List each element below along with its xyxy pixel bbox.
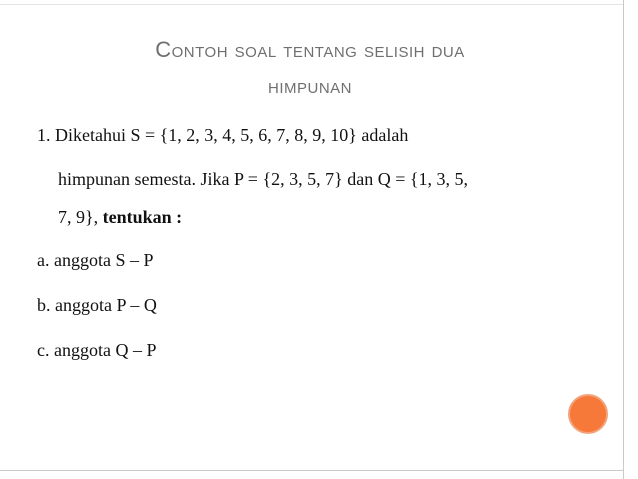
problem-line-3-prefix: 7, 9},	[58, 207, 99, 227]
problem-line-1: 1. Diketahui S = {1, 2, 3, 4, 5, 6, 7, 8, 9, 10} adalah	[37, 125, 409, 145]
question-item-b: b. anggota P – Q	[37, 295, 157, 315]
orange-circle-decoration	[568, 394, 608, 434]
right-border-line	[623, 0, 624, 479]
problem-line-3	[58, 206, 182, 228]
question-item-c: c. anggota Q – P	[37, 340, 157, 360]
bottom-border-line	[0, 470, 623, 471]
top-border-line	[0, 4, 623, 5]
slide-title-line-2: himpunan	[267, 73, 352, 98]
problem-line-2: himpunan semesta. Jika P = {2, 3, 5, 7} dan Q = {1, 3, 5,	[58, 169, 469, 189]
slide-title-line-1: Contoh soal tentang selisih dua	[155, 37, 465, 62]
question-item-a: a. anggota S – P	[37, 250, 154, 270]
slide-title	[60, 32, 560, 104]
problem-instruction: tentukan :	[102, 207, 183, 227]
